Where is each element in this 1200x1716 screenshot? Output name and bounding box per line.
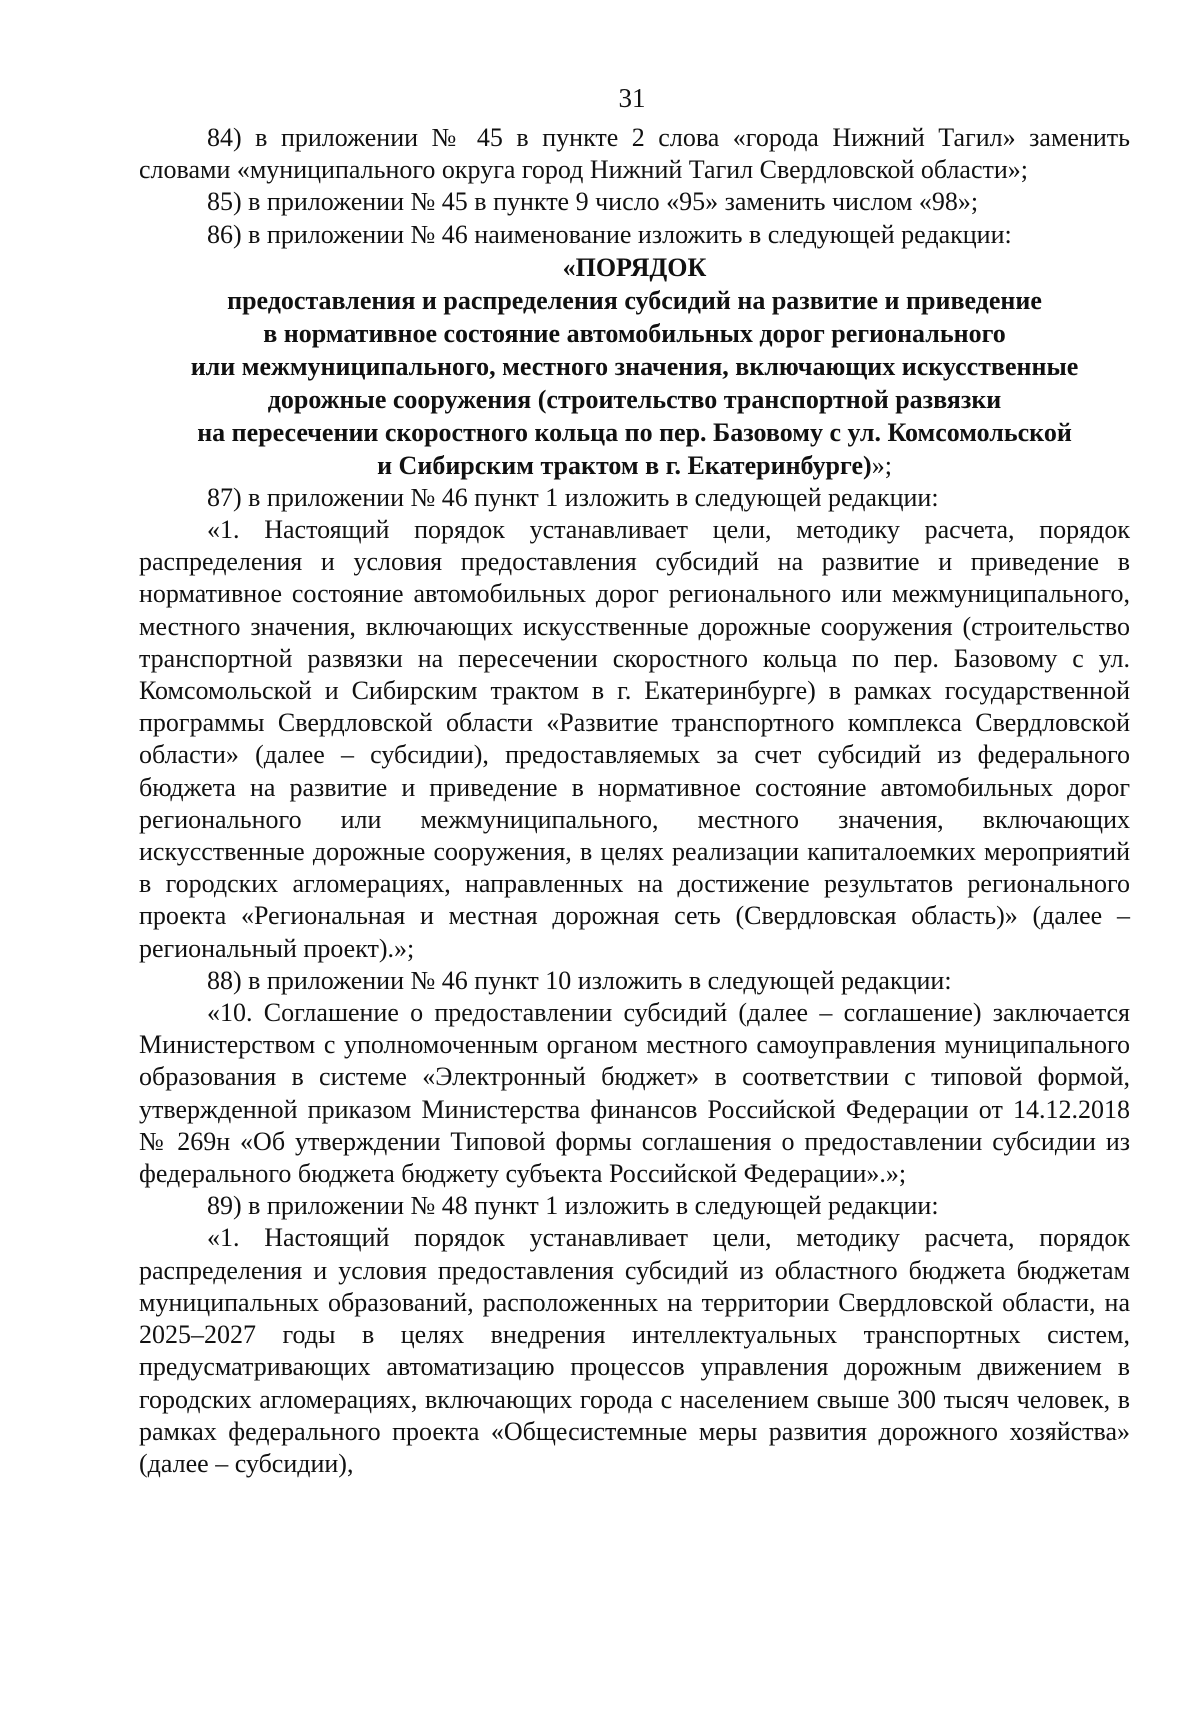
paragraph-item-85: 85) в приложении № 45 в пункте 9 число «95» заменить числом «98»; bbox=[207, 187, 979, 217]
heading-last-line bbox=[139, 449, 1130, 482]
paragraph-item-87: 87) в приложении № 46 пункт 1 изложить в следующей редакции: bbox=[207, 482, 939, 512]
paragraph-item-88: 88) в приложении № 46 пункт 10 изложить в следующей редакции: bbox=[207, 965, 952, 995]
heading-last-line-text: и Сибирским трактом в г. Екатеринбурге) bbox=[377, 450, 872, 480]
paragraph-item-84: 84) в приложении № 45 в пункте 2 слова «города Нижний Тагил» заменить словами «муниципального округа город Нижний Тагил Свердловской области»; bbox=[139, 123, 1130, 185]
heading-line: или межмуниципального, местного значения, включающих искусственные bbox=[190, 351, 1079, 381]
heading-line: дорожные сооружения (строительство транспортной развязки bbox=[267, 384, 1002, 414]
order-heading bbox=[139, 251, 1130, 482]
paragraph-quote-point-1-appendix-48: «1. Настоящий порядок устанавливает цели, методику расчета, порядок распределения и условия предоставления субсидий из областного бюджета бюджетам муниципальных образований, расположенных на территории Свердловской области, на 2025–2027 годы в целях внедрения интеллектуальных транспортных систем, предусматривающих автоматизацию процессов управления дорожным движением в городских агломерациях, включающих города с населением свыше 300 тысяч человек, в рамках федерального проекта «Общесистемные меры развития дорожного хозяйства» (далее – субсидии), bbox=[139, 1223, 1130, 1478]
heading-line: предоставления и распределения субсидий на развитие и приведение bbox=[227, 285, 1042, 315]
heading-line: «ПОРЯДОК bbox=[562, 252, 707, 282]
document-body bbox=[139, 122, 1130, 1480]
heading-line: в нормативное состояние автомобильных дорог регионального bbox=[263, 318, 1006, 348]
heading-tail: »; bbox=[871, 450, 892, 480]
heading-line: на пересечении скоростного кольца по пер. Базовому с ул. Комсомольской bbox=[197, 417, 1072, 447]
page-number: 31 bbox=[618, 83, 646, 113]
paragraph-quote-point-10: «10. Соглашение о предоставлении субсидий (далее – соглашение) заключается Министерством с уполномоченным органом местного самоуправления муниципального образования в системе «Электронный бюджет» в соответствии с типовой формой, утвержденной приказом Министерства финансов Российской Федерации от 14.12.2018 № 269н «Об утверждении Типовой формы соглашения о предоставлении субсидии из федерального бюджета бюджету субъекта Российской Федерации».»; bbox=[139, 998, 1130, 1189]
paragraph-quote-point-1: «1. Настоящий порядок устанавливает цели, методику расчета, порядок распределения и условия предоставления субсидий на развитие и приведение в нормативное состояние автомобильных дорог регионального или межмуниципального, местного значения, включающих искусственные дорожные сооружения (строительство транспортной развязки на пересечении скоростного кольца по пер. Базовому с ул. Комсомольской и Сибирским трактом в г. Екатеринбурге) в рамках государственной программы Свердловской области «Развитие транспортного комплекса Свердловской области» (далее – субсидии), предоставляемых за счет субсидий из федерального бюджета на развитие и приведение в нормативное состояние автомобильных дорог регионального или межмуниципального, местного значения, включающих искусственные дорожные сооружения, в целях реализации капиталоемких мероприятий в городских агломерациях, направленных на достижение результатов регионального проекта «Региональная и местная дорожная сеть (Свердловская область)» (далее – региональный проект).»; bbox=[139, 515, 1130, 963]
paragraph-item-86: 86) в приложении № 46 наименование изложить в следующей редакции: bbox=[207, 219, 1012, 249]
paragraph-item-89: 89) в приложении № 48 пункт 1 изложить в следующей редакции: bbox=[207, 1191, 939, 1221]
